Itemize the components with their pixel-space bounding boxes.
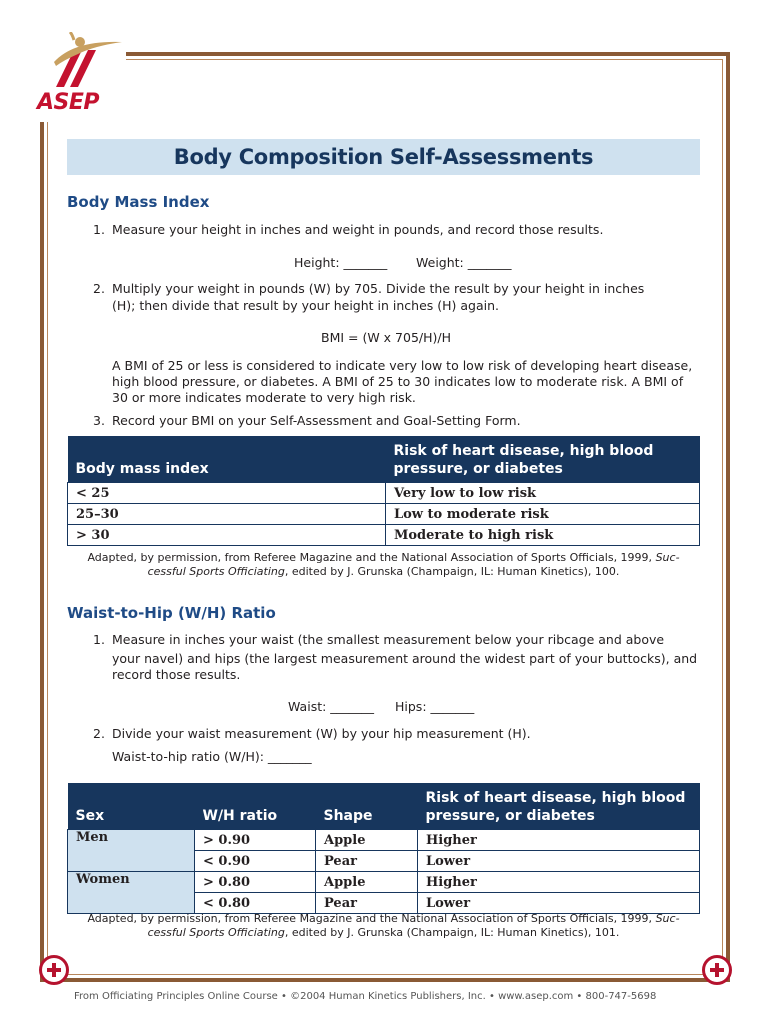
col-header-risk-line1: Risk of heart disease, high blood bbox=[393, 443, 654, 459]
plus-circle-icon bbox=[39, 955, 69, 985]
step-number: 2. bbox=[93, 281, 105, 296]
bmi-para-line1: A BMI of 25 or less is considered to indicate very low to low risk of developing heart disease, bbox=[112, 358, 693, 373]
bmi-table bbox=[67, 436, 700, 546]
bmi-step1: Measure your height in inches and weight in pounds, and record those results. bbox=[112, 222, 604, 237]
risk-cell: Lower bbox=[418, 893, 700, 914]
bmi-formula: BMI = (W x 705/H)/H bbox=[321, 330, 452, 345]
whr-heading: Waist-to-Hip (W/H) Ratio bbox=[67, 604, 276, 622]
table-header bbox=[68, 436, 700, 483]
col-header-sex: Sex bbox=[68, 783, 195, 830]
shape-cell: Apple bbox=[316, 872, 418, 893]
bmi-cell: > 30 bbox=[68, 525, 386, 546]
bmi-cell: 25–30 bbox=[68, 504, 386, 525]
whr-step2: Divide your waist measurement (W) by your hip measurement (H). bbox=[112, 726, 531, 741]
col-header-risk bbox=[418, 783, 700, 830]
credit-italic: Suc- bbox=[655, 912, 680, 925]
bmi-step3: Record your BMI on your Self-Assessment and Goal-Setting Form. bbox=[112, 413, 521, 428]
step-number: 1. bbox=[93, 632, 105, 647]
weight-field: Weight: _______ bbox=[416, 255, 512, 270]
title-band bbox=[67, 139, 700, 175]
ratio-cell: > 0.90 bbox=[195, 830, 316, 851]
col-header-ratio: W/H ratio bbox=[195, 783, 316, 830]
risk-cell: Higher bbox=[418, 872, 700, 893]
risk-cell: Very low to low risk bbox=[386, 483, 700, 504]
risk-cell: Moderate to high risk bbox=[386, 525, 700, 546]
shape-cell: Pear bbox=[316, 893, 418, 914]
logo-figure-icon bbox=[34, 32, 126, 92]
sex-cell: Women bbox=[68, 872, 195, 914]
shape-cell: Pear bbox=[316, 851, 418, 872]
whr-credit bbox=[67, 912, 700, 940]
page-title: Body Composition Self-Assessments bbox=[173, 145, 594, 169]
bmi-para-line3: 30 or more indicates moderate to very high risk. bbox=[112, 390, 416, 405]
table-row bbox=[68, 483, 700, 504]
bmi-step2-line1: Multiply your weight in pounds (W) by 705. Divide the result by your height in inches bbox=[112, 281, 645, 296]
step-number: 3. bbox=[93, 413, 105, 428]
whr-ratio-field: Waist-to-hip ratio (W/H): _______ bbox=[112, 749, 312, 764]
bmi-para-line2: high blood pressure, or diabetes. A BMI of 25 to 30 indicates low to moderate risk. A BMI of bbox=[112, 374, 684, 389]
col-header-bmi: Body mass index bbox=[68, 436, 386, 483]
ratio-cell: > 0.80 bbox=[195, 872, 316, 893]
whr-step1-line1: Measure in inches your waist (the smallest measurement below your ribcage and above bbox=[112, 632, 665, 647]
risk-cell: Higher bbox=[418, 830, 700, 851]
credit-italic: Suc- bbox=[655, 551, 680, 564]
col-header-risk-line1: Risk of heart disease, high blood bbox=[425, 790, 686, 806]
waist-field: Waist: _______ bbox=[288, 699, 375, 714]
table-header bbox=[68, 783, 700, 830]
col-header-risk-line2: pressure, or diabetes bbox=[393, 461, 563, 477]
table-row bbox=[68, 504, 700, 525]
step-number: 2. bbox=[93, 726, 105, 741]
step-number: 1. bbox=[93, 222, 105, 237]
bmi-credit bbox=[67, 551, 700, 579]
table-row bbox=[68, 830, 700, 851]
ratio-cell: < 0.90 bbox=[195, 851, 316, 872]
logo-text: ASEP bbox=[37, 90, 100, 115]
whr-step1-line3: record those results. bbox=[112, 667, 241, 682]
page-footer: From Officiating Principles Online Course • ©2004 Human Kinetics Publishers, Inc. • www.asep.com • 800-747-5698 bbox=[74, 991, 657, 1002]
col-header-risk bbox=[386, 436, 700, 483]
plus-circle-icon bbox=[702, 955, 732, 985]
credit-text: , edited by J. Grunska (Champaign, IL: Human Kinetics), 101. bbox=[284, 926, 620, 939]
whr-table bbox=[67, 783, 700, 914]
height-field: Height: _______ bbox=[294, 255, 388, 270]
sex-cell: Men bbox=[68, 830, 195, 872]
risk-cell: Lower bbox=[418, 851, 700, 872]
shape-cell: Apple bbox=[316, 830, 418, 851]
risk-cell: Low to moderate risk bbox=[386, 504, 700, 525]
bmi-cell: < 25 bbox=[68, 483, 386, 504]
bmi-step2-line2: (H); then divide that result by your height in inches (H) again. bbox=[112, 298, 500, 313]
hips-field: Hips: _______ bbox=[395, 699, 475, 714]
credit-text: Adapted, by permission, from Referee Magazine and the National Association of Sports Officials, 1999, bbox=[87, 551, 656, 564]
col-header-shape: Shape bbox=[316, 783, 418, 830]
col-header-risk-line2: pressure, or diabetes bbox=[425, 808, 595, 824]
credit-italic: cessful Sports Officiating bbox=[147, 926, 285, 939]
ratio-cell: < 0.80 bbox=[195, 893, 316, 914]
table-row bbox=[68, 872, 700, 893]
asep-logo bbox=[34, 32, 126, 122]
whr-step1-line2: your navel) and hips (the largest measurement around the widest part of your buttocks), and bbox=[112, 651, 698, 666]
bmi-heading: Body Mass Index bbox=[67, 193, 210, 211]
credit-italic: cessful Sports Officiating bbox=[147, 565, 285, 578]
credit-text: , edited by J. Grunska (Champaign, IL: Human Kinetics), 100. bbox=[284, 565, 620, 578]
table-row bbox=[68, 525, 700, 546]
credit-text: Adapted, by permission, from Referee Magazine and the National Association of Sports Officials, 1999, bbox=[87, 912, 656, 925]
